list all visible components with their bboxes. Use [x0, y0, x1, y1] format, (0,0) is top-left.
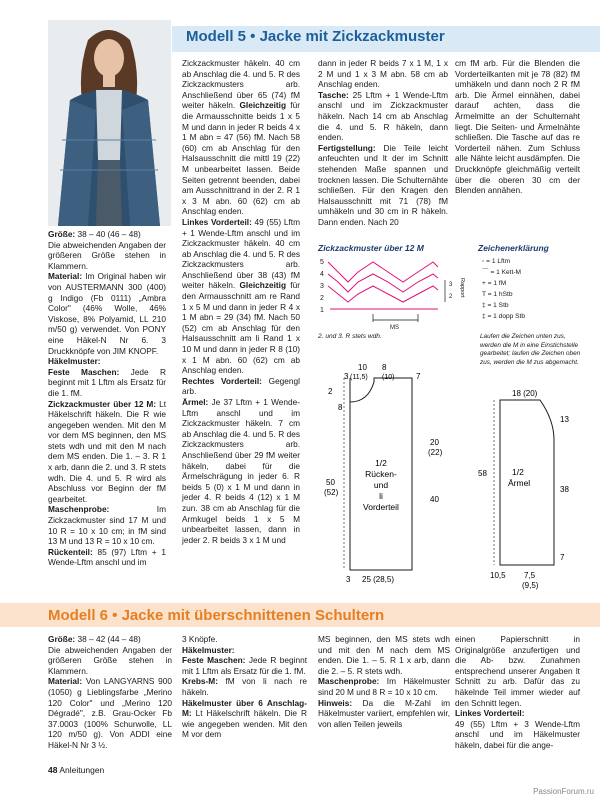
dim-right-20: 20 [430, 438, 439, 447]
dc-symbol-icon: ‡ [482, 302, 488, 309]
dim-left-52: (52) [324, 488, 339, 497]
legend-note: Laufen die Zeichen unten zus, werden die M in eine Einstichstelle gearbeitet; laufen die Zeichen oben zus, werden die M zus abgemacht. [480, 333, 581, 366]
model5-col3: dann in jeder R beids 7 x 1 M, 1 x 2 M und 1 x 3 M abn. 58 cm ab Anschlag enden. Tasche: 25 Lftm + 1 Wende-Lftm anschl und im Zickzackmuster häkeln. Nach 14 cm ab Anschlag die 4. und 5. R häkeln, dann enden. Fertigstellung: Die Teile leicht anfeuchten und lt der im Schnitt stehenden Maße spannen und trocknen lassen. Die Schulternähte schließen. Für den Kragen den Halsausschnitt mit 71 (78) fM umhäkeln und 30 cm in R häkeln. Dann enden. Nach 20 [318, 58, 448, 227]
section-name: Anleitungen [59, 765, 105, 775]
dim-top-11-5: (11,5) [350, 374, 368, 381]
sleeve-label-1: 1/2 [512, 467, 524, 477]
crochet-chart [318, 252, 468, 332]
chain-symbol-icon: ◦ [482, 258, 487, 265]
page-footer [48, 765, 104, 775]
hdc-symbol-icon: T [482, 291, 488, 298]
model6-title: Modell 6 • Jacke mit überschnittenen Schultern [48, 607, 385, 624]
model5-title: Modell 5 • Jacke mit Zickzackmuster [186, 28, 445, 45]
dim-sleeve-38: 38 [560, 485, 569, 494]
rep-row-2: 2 [449, 294, 453, 300]
dim-bottom-3: 3 [346, 575, 351, 584]
sleeve-label-2: Ärmel [508, 478, 531, 488]
sleeve-schematic [470, 380, 590, 595]
row-label-1: 1 [320, 307, 324, 314]
dim-left-8: 8 [338, 403, 343, 412]
dim-left-2: 2 [328, 387, 333, 396]
body-label-5: Vorderteil [363, 502, 399, 512]
dim-top-10: 10 [358, 363, 367, 372]
ms-label: MS [390, 325, 399, 331]
body-label-1: 1/2 [375, 458, 387, 468]
row-label-5: 5 [320, 259, 324, 266]
dim-sleeve-top: 18 (20) [512, 389, 538, 398]
legend [482, 256, 582, 322]
body-label-2: Rücken- [365, 469, 397, 479]
legend-item: ‡ = 1 dopp Stb [482, 313, 526, 320]
model6-col1: Größe: 38 – 42 (44 – 48) Die abweichenden Angaben der größeren Größe stehen in Klammern. Material: Von LANGYARNS 900 (1050) g Lieblingsfarbe „Merino 120 Color" und „Merino 120 Dégradé", z.B. Grau-Ocker Fb 37.0003 (100% Schurwolle, LL 120 m/50 g). Von ADDI eine Häkel-N Nr 3 ½. [48, 634, 172, 750]
row-label-2: 2 [320, 295, 324, 302]
dim-right-22: (22) [428, 448, 443, 457]
pattern-title: Zickzackmuster über 12 M [318, 243, 424, 253]
rapport-label: Rapport [459, 278, 465, 298]
legend-title: Zeichenerklärung [478, 243, 549, 253]
model6-col3: MS beginnen, den MS stets wdh und mit den M nach dem MS enden. Die 1. – 5. R 1 x arb, dann die 2. – 5. R stets wdh. Maschenprobe: Im Häkelmuster sind 20 M und 8 R = 10 x 10 cm. Hinweis: Da die M-Zahl im Häkelmuster variiert, empfehlen wir, von allen Teilen jeweils [318, 634, 450, 729]
dim-top-8: 8 [382, 363, 387, 372]
body-label-3: und [373, 480, 389, 490]
row-label-4: 4 [320, 271, 324, 278]
body-schematic [320, 360, 460, 590]
dim-left-50: 50 [326, 478, 335, 487]
dim-top-10b: (10) [382, 374, 395, 381]
model-photo [48, 20, 171, 226]
legend-item: ⌒ = 1 Kett-M [482, 269, 522, 276]
model5-col2: Zickzackmuster häkeln. 40 cm ab Anschlag die 4. und 5. R des Zickzackmusters arb. Anschließend über 65 (74) fM weiter häkeln. Gleichzeitig für die Armausschnitte beids 1 x 5 M und dann in jeder R beids 4 x 1 M abn = 47 (56) fM. Nach 58 (60) cm ab Anschlag für den Halsausschnitt die mittl 19 (22) M unbearbeitet lassen. Beide Seiten getrennt beenden, dabei am Ausschnittrand in der 2. R 1 x 3 M abn. 60 (62) cm ab Anschlag enden. Linkes Vorderteil: 49 (55) Lftm + 1 Wende-Lftm anschl und im Zickzackmuster häkeln. 40 cm ab Anschlag die 4. und 5. R des Zickzackmusters arb. Anschließend über 38 (43) fM weiter häkeln. Gleichzeitig für den Armausschnitt am re Rand 1 x 5 M und dann in jeder R 4 x 1 M abn = 29 (34) fM. Nach 50 (52) cm ab Anschlag für den Halsausschnitt am li Rand 1 x 10 M und dann in jeder R 8 (10) x 1 M abn. 60 (62) cm ab Anschlag enden. Rechtes Vorderteil: Gegengl arb. Ärmel: Je 37 Lftm + 1 Wende-Lftm anschl und im Zickzackmuster häkeln. 7 cm ab Anschlag die 4. und 5. R des Zickzackmusters arb. Anschließend über 29 fM weiter häkeln, dabei für die Ärmelschrägung in jeder 6. R beids 5 (0) x 1 M und dann in jeder 4. R beids 4 (12) x 1 M zun. 38 cm ab Anschlag für die Armkugel beids 1 x 5 M unbearbeitet lassen, dann in jeder 2. R beids 3 x 1 M und [182, 58, 300, 545]
woman-cardigan-image [48, 20, 171, 226]
dim-sleeve-b3: (9,5) [522, 581, 539, 590]
dim-right-7: 7 [416, 372, 421, 381]
dim-sleeve-b2: 7,5 [524, 571, 536, 580]
model6-col2: 3 Knöpfe. Häkelmuster: Feste Maschen: Jede R beginnt mit 1 Lftm als Ersatz für die 1. fM. Krebs-M: fM von li nach re häkeln. Häkelmuster über 6 Anschlag-M: Lt Häkelschrift häkeln. Die R wie angegeben wenden. Mit den M vor dem [182, 634, 307, 740]
slip-stitch-icon: ⌒ [482, 269, 491, 276]
dim-left-3: 3 [344, 372, 349, 381]
pattern-note: 2. und 3. R stets wdh. [318, 333, 382, 340]
row-label-3: 3 [320, 283, 324, 290]
sc-symbol-icon: + [482, 280, 488, 287]
model6-col4: einen Papierschnitt in Originalgröße anzufertigen und die Ab- bzw. Zunahmen entsprechend unserer Angaben lt Schnitt zu arb. Dafür das zu häkelnde Teil immer wieder auf den Schnitt legen. Linkes Vorderteil: 49 (55) Lftm + 3 Wende-Lftm anschl und im Häkelmuster häkeln, dabei für die ange- [455, 634, 580, 750]
watermark: PassionForum.ru [533, 787, 594, 796]
rep-row-3: 3 [449, 282, 453, 288]
dim-sleeve-58: 58 [478, 469, 487, 478]
page-number: 48 [48, 765, 58, 775]
dim-sleeve-13: 13 [560, 415, 569, 424]
legend-item: ‡ = 1 Stb [482, 302, 509, 309]
dim-bottom-25: 25 (28,5) [362, 575, 395, 584]
dim-sleeve-7: 7 [560, 553, 565, 562]
legend-item: ◦ = 1 Lftm [482, 258, 511, 265]
model5-col4: cm fM arb. Für die Blenden die Vorderteilkanten mit je 78 (82) fM umhäkeln und dann noch 2 R fM arb. Die Ärmel einnähen, dabei darauf achten, dass die Ärmelmitte an der Schulternaht liegt. Die Seiten- und Ärmelnähte schließen. Die Tasche auf das re Vorderteil nähen. Zum Schluss alle Nähte leicht ausdämpfen. Die Druckknöpfe gleichmäßig verteilt über die oberen 30 cm der Blenden annähen. [455, 58, 580, 196]
legend-item: T = 1 hStb [482, 291, 513, 298]
dim-sleeve-b1: 10,5 [490, 571, 506, 580]
legend-item: + = 1 fM [482, 280, 507, 287]
tr-symbol-icon: ‡ [482, 313, 488, 320]
body-label-4: li [379, 491, 383, 501]
model6-header [0, 603, 600, 627]
model5-col1: Größe: 38 – 40 (46 – 48) Die abweichenden Angaben der größeren Größe stehen in Klammern. Material: Im Original haben wir von AUSTERMANN 300 (400) g Indigo (Fb 0111) „Ambra Color" (46% Wolle, 46% Viskose, 8% Polyamid, LL 210 m/50 g) verwendet. Von PONY eine Häkel-N Nr 6. 3 Druckknöpfe von JIM KNOPF. Häkelmuster: Feste Maschen: Jede R beginnt mit 1 Lftm als Ersatz für die 1. fM. Zickzackmuster über 12 M: Lt Häkelschrift häkeln. Die R wie angegeben wenden. Mit den M vor dem MS beginnen, den MS stets wdh und mit den M nach dem MS enden. Die 1. – 3. R 1 x arb, dann die 2. und 3. R stets wdh. Die 4. und 5. R wird als Abschluss vor Beginn der fM gearbeitet. Maschenprobe: Im Zickzackmuster sind 17 M und 10 R = 10 x 10 cm; in fM sind 13 M und 13 R = 10 x 10 cm. Rückenteil: 85 (97) Lftm + 1 Wende-Lftm anschl und im [48, 229, 167, 568]
dim-right-40: 40 [430, 495, 439, 504]
